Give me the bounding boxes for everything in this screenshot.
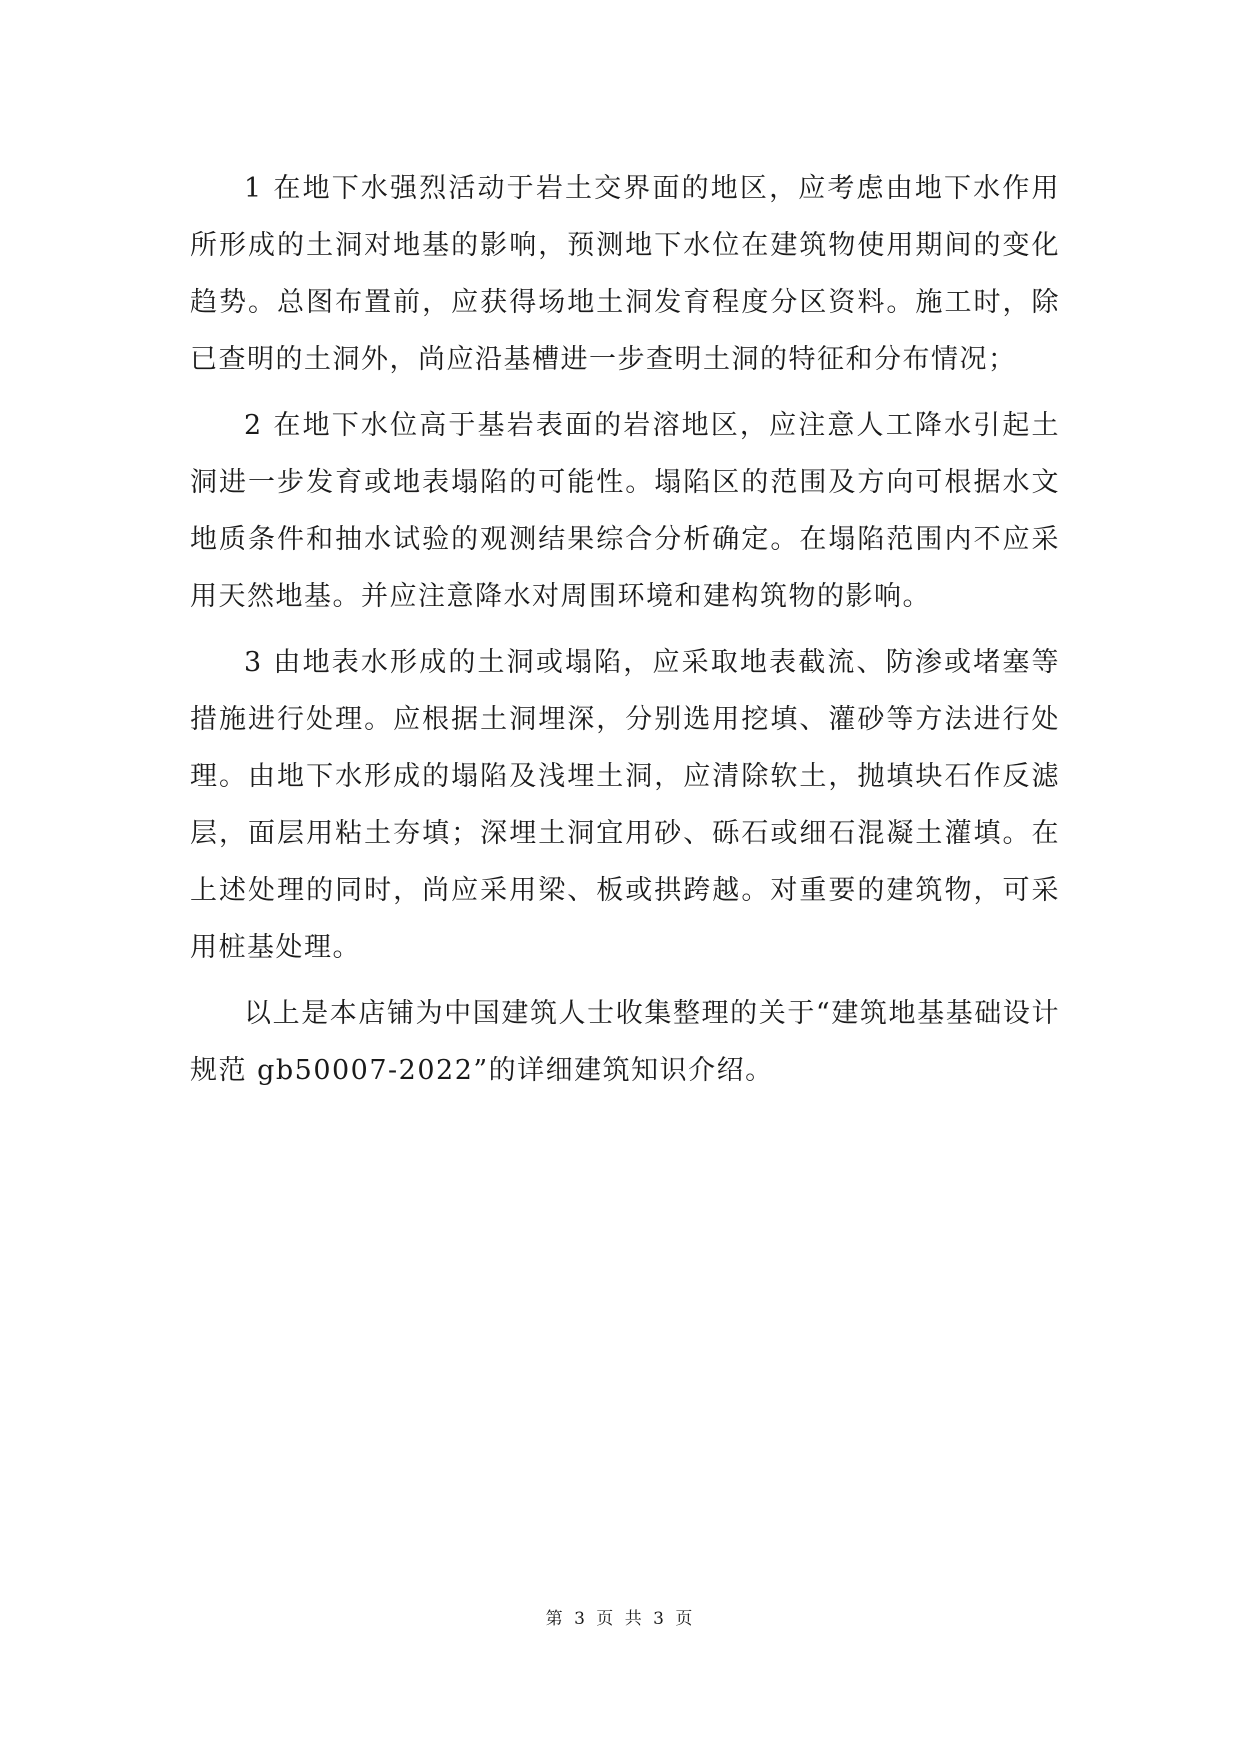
document-body <box>190 160 1060 1099</box>
paragraph-item-2: 2 在地下水位高于基岩表面的岩溶地区，应注意人工降水引起土洞进一步发育或地表塌陷的可能性。塌陷区的范围及方向可根据水文地质条件和抽水试验的观测结果综合分析确定。在塌陷范围内不应采用天然地基。并应注意降水对周围环境和建构筑物的影响。 <box>190 410 1060 612</box>
page-number-footer: 第 3 页 共 3 页 <box>545 1609 696 1629</box>
closing-paragraph: 以上是本店铺为中国建筑人士收集整理的关于“建筑地基基础设计规范 gb50007-2022”的详细建筑知识介绍。 <box>190 998 1060 1086</box>
paragraph-item-3: 3 由地表水形成的土洞或塌陷，应采取地表截流、防渗或堵塞等措施进行处理。应根据土洞埋深，分别选用挖填、灌砂等方法进行处理。由地下水形成的塌陷及浅埋土洞，应清除软土，抛填块石作反滤层，面层用粘土夯填；深埋土洞宜用砂、砾石或细石混凝土灌填。在上述处理的同时，尚应采用梁、板或拱跨越。对重要的建筑物，可采用桩基处理。 <box>190 647 1060 963</box>
paragraph-item-1: 1 在地下水强烈活动于岩土交界面的地区，应考虑由地下水作用所形成的土洞对地基的影响，预测地下水位在建筑物使用期间的变化趋势。总图布置前，应获得场地土洞发育程度分区资料。施工时，除已查明的土洞外，尚应沿基槽进一步查明土洞的特征和分布情况； <box>190 173 1060 375</box>
